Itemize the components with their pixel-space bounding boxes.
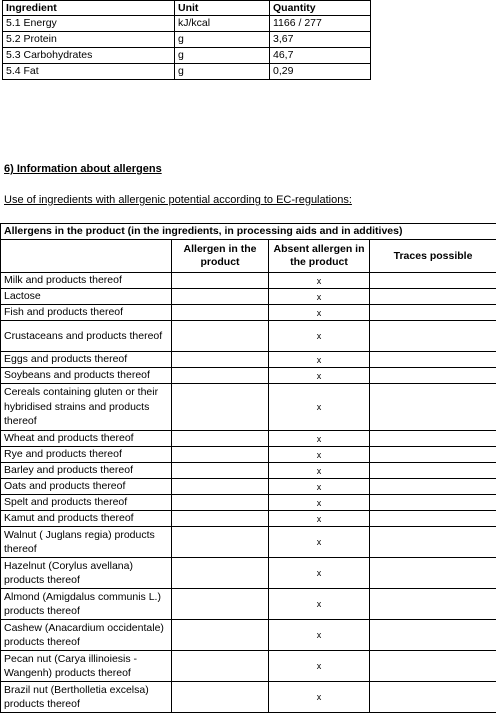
allergen-in-product-cell bbox=[172, 289, 269, 305]
allergen-traces-cell bbox=[370, 352, 496, 368]
nutrition-header-ingredient: Ingredient bbox=[3, 1, 175, 16]
allergen-traces-cell bbox=[370, 527, 496, 558]
nutrition-cell-unit: g bbox=[175, 64, 270, 80]
table-row bbox=[1, 527, 496, 558]
allergen-absent-cell: x bbox=[269, 651, 370, 682]
allergen-name: Barley and products thereof bbox=[1, 463, 172, 479]
nutrition-cell-unit: g bbox=[175, 32, 270, 48]
allergen-traces-cell bbox=[370, 273, 496, 289]
allergen-name: Brazil nut (Bertholletia excelsa) products thereof bbox=[1, 682, 172, 713]
allergen-absent-cell: x bbox=[269, 289, 370, 305]
allergen-traces-cell bbox=[370, 495, 496, 511]
nutrition-cell-quantity: 1166 / 277 bbox=[270, 16, 371, 32]
table-row bbox=[1, 447, 496, 463]
allergen-in-product-cell bbox=[172, 384, 269, 431]
allergen-absent-cell: x bbox=[269, 447, 370, 463]
allergen-traces-cell bbox=[370, 682, 496, 713]
allergen-name: Cereals containing gluten or their hybridised strains and products thereof bbox=[1, 384, 172, 431]
table-row bbox=[1, 511, 496, 527]
allergen-name: Soybeans and products thereof bbox=[1, 368, 172, 384]
allergen-name: Walnut ( Juglans regia) products thereof bbox=[1, 527, 172, 558]
table-row bbox=[3, 32, 371, 48]
allergen-name: Fish and products thereof bbox=[1, 305, 172, 321]
allergen-in-product-cell bbox=[172, 352, 269, 368]
table-row bbox=[3, 64, 371, 80]
allergen-in-product-cell bbox=[172, 463, 269, 479]
allergen-traces-cell bbox=[370, 651, 496, 682]
allergen-in-product-cell bbox=[172, 479, 269, 495]
allergen-traces-cell bbox=[370, 479, 496, 495]
allergen-name: Lactose bbox=[1, 289, 172, 305]
allergen-header-in-product: Allergen in the product bbox=[172, 240, 269, 273]
allergen-traces-cell bbox=[370, 305, 496, 321]
allergen-name: Spelt and products thereof bbox=[1, 495, 172, 511]
allergen-traces-cell bbox=[370, 431, 496, 447]
allergen-absent-cell: x bbox=[269, 527, 370, 558]
table-row bbox=[1, 368, 496, 384]
allergen-in-product-cell bbox=[172, 495, 269, 511]
allergen-absent-cell: x bbox=[269, 273, 370, 289]
table-row bbox=[1, 651, 496, 682]
allergen-table-title-row bbox=[1, 224, 496, 240]
allergen-traces-cell bbox=[370, 620, 496, 651]
table-row bbox=[1, 558, 496, 589]
allergen-absent-cell: x bbox=[269, 479, 370, 495]
table-row bbox=[1, 352, 496, 368]
allergen-traces-cell bbox=[370, 447, 496, 463]
allergen-table-title: Allergens in the product (in the ingredients, in processing aids and in additives) bbox=[1, 224, 496, 240]
allergen-absent-cell: x bbox=[269, 682, 370, 713]
allergen-in-product-cell bbox=[172, 273, 269, 289]
allergen-absent-cell: x bbox=[269, 352, 370, 368]
table-row bbox=[1, 289, 496, 305]
nutrition-table bbox=[2, 0, 371, 80]
allergen-header-blank bbox=[1, 240, 172, 273]
allergen-in-product-cell bbox=[172, 321, 269, 352]
allergen-in-product-cell bbox=[172, 558, 269, 589]
allergen-absent-cell: x bbox=[269, 431, 370, 447]
allergen-in-product-cell bbox=[172, 589, 269, 620]
table-row bbox=[3, 48, 371, 64]
allergen-traces-cell bbox=[370, 511, 496, 527]
table-row bbox=[1, 384, 496, 431]
allergen-name: Kamut and products thereof bbox=[1, 511, 172, 527]
table-row bbox=[1, 589, 496, 620]
table-row bbox=[1, 431, 496, 447]
nutrition-cell-unit: kJ/kcal bbox=[175, 16, 270, 32]
nutrition-cell-quantity: 46,7 bbox=[270, 48, 371, 64]
nutrition-cell-unit: g bbox=[175, 48, 270, 64]
nutrition-cell-ingredient: 5.1 Energy bbox=[3, 16, 175, 32]
allergen-section-heading: 6) Information about allergens bbox=[4, 163, 162, 175]
allergen-header-traces: Traces possible bbox=[370, 240, 496, 273]
allergen-traces-cell bbox=[370, 289, 496, 305]
allergen-traces-cell bbox=[370, 321, 496, 352]
allergen-name: Wheat and products thereof bbox=[1, 431, 172, 447]
nutrition-cell-ingredient: 5.4 Fat bbox=[3, 64, 175, 80]
table-row bbox=[1, 463, 496, 479]
table-row bbox=[1, 273, 496, 289]
allergen-in-product-cell bbox=[172, 431, 269, 447]
nutrition-cell-ingredient: 5.3 Carbohydrates bbox=[3, 48, 175, 64]
allergen-traces-cell bbox=[370, 368, 496, 384]
allergen-name: Milk and products thereof bbox=[1, 273, 172, 289]
nutrition-cell-ingredient: 5.2 Protein bbox=[3, 32, 175, 48]
allergen-absent-cell: x bbox=[269, 321, 370, 352]
table-row bbox=[1, 495, 496, 511]
allergen-name: Eggs and products thereof bbox=[1, 352, 172, 368]
allergen-header-row bbox=[1, 240, 496, 273]
allergen-absent-cell: x bbox=[269, 305, 370, 321]
allergen-traces-cell bbox=[370, 384, 496, 431]
allergen-in-product-cell bbox=[172, 527, 269, 558]
allergen-absent-cell: x bbox=[269, 589, 370, 620]
nutrition-cell-quantity: 0,29 bbox=[270, 64, 371, 80]
allergen-name: Crustaceans and products thereof bbox=[1, 321, 172, 352]
allergen-name: Pecan nut (Carya illinoiesis - Wangenh) products thereof bbox=[1, 651, 172, 682]
allergen-name: Oats and products thereof bbox=[1, 479, 172, 495]
table-row bbox=[3, 16, 371, 32]
allergen-traces-cell bbox=[370, 463, 496, 479]
table-row bbox=[1, 321, 496, 352]
allergen-absent-cell: x bbox=[269, 558, 370, 589]
allergen-in-product-cell bbox=[172, 651, 269, 682]
allergen-name: Hazelnut (Corylus avellana) products thereof bbox=[1, 558, 172, 589]
allergen-header-absent: Absent allergen in the product bbox=[269, 240, 370, 273]
allergen-in-product-cell bbox=[172, 620, 269, 651]
nutrition-header-unit: Unit bbox=[175, 1, 270, 16]
allergen-in-product-cell bbox=[172, 511, 269, 527]
allergen-in-product-cell bbox=[172, 305, 269, 321]
allergen-name: Rye and products thereof bbox=[1, 447, 172, 463]
allergen-in-product-cell bbox=[172, 368, 269, 384]
allergen-traces-cell bbox=[370, 558, 496, 589]
allergen-absent-cell: x bbox=[269, 511, 370, 527]
allergen-name: Cashew (Anacardium occidentale) products thereof bbox=[1, 620, 172, 651]
allergen-absent-cell: x bbox=[269, 384, 370, 431]
nutrition-cell-quantity: 3,67 bbox=[270, 32, 371, 48]
table-row bbox=[1, 682, 496, 713]
allergen-in-product-cell bbox=[172, 447, 269, 463]
table-row bbox=[1, 479, 496, 495]
allergen-name: Almond (Amigdalus communis L.) products thereof bbox=[1, 589, 172, 620]
table-row bbox=[1, 620, 496, 651]
allergen-absent-cell: x bbox=[269, 620, 370, 651]
allergen-table bbox=[0, 223, 496, 713]
nutrition-header-quantity: Quantity bbox=[270, 1, 371, 16]
allergen-absent-cell: x bbox=[269, 463, 370, 479]
allergen-in-product-cell bbox=[172, 682, 269, 713]
table-row bbox=[1, 305, 496, 321]
allergen-traces-cell bbox=[370, 589, 496, 620]
allergen-absent-cell: x bbox=[269, 368, 370, 384]
allergen-section-intro: Use of ingredients with allergenic potential according to EC-regulations: bbox=[4, 194, 352, 206]
allergen-absent-cell: x bbox=[269, 495, 370, 511]
nutrition-header-row bbox=[3, 1, 371, 16]
